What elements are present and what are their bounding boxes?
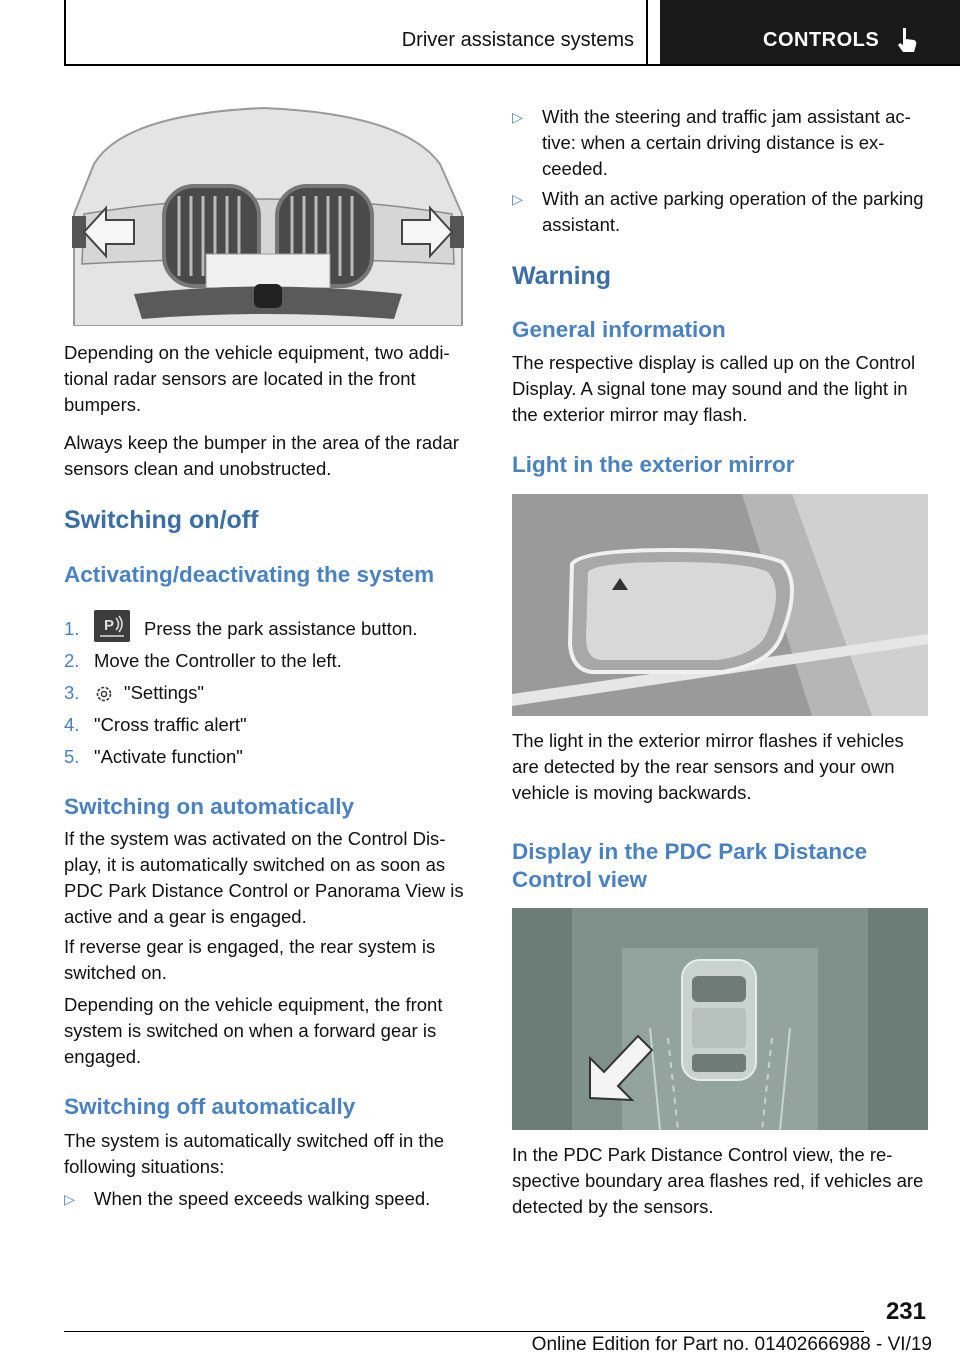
header-rule: [64, 64, 960, 66]
step-number: 2.: [64, 650, 80, 671]
svg-text:P: P: [104, 617, 115, 634]
park-assist-button-icon: [94, 610, 130, 642]
bullet-text: With an active parking operation of the parking assistant.: [542, 188, 924, 235]
list-item: [512, 104, 928, 184]
bullet-text: With the steering and traffic jam assistant active: when a certain driving distance is exceeded.: [542, 106, 911, 179]
edition-note: Online Edition for Part no. 01402666988 - VI/19: [531, 1334, 932, 1355]
pdc-view-heading: Display in the PDC Park Distance Control view: [512, 839, 868, 892]
step-number: 5.: [64, 746, 80, 767]
step-text: Press the park assistance button.: [144, 618, 418, 639]
mirror-image: [512, 494, 928, 721]
activating-heading: Activating/deactivating the system: [64, 562, 435, 587]
general-info-heading: General information: [512, 317, 726, 342]
hand-pointer-icon: [894, 26, 920, 54]
mirror-caption: The light in the exterior mirror flashes if vehicles are detected by the rear sensors and your own vehicle is moving backwards.: [512, 730, 904, 803]
auto-off-paragraph: The system is automatically switched off in the following situations:: [64, 1130, 445, 1177]
triangle-bullet-icon: ▷: [512, 109, 523, 125]
step-text: "Settings": [124, 682, 204, 703]
pdc-view-caption: In the PDC Park Distance Control view, the respective boundary area flashes red, if vehicles are detected by the sensors.: [512, 1144, 924, 1217]
header-chapter-tab: [660, 0, 960, 66]
step-number: 4.: [64, 714, 80, 735]
auto-on-paragraph-1: If the system was activated on the Control Display, it is automatically switched on as soon as PDC Park Distance Control or Panorama View is active and a gear is engaged.: [64, 828, 464, 927]
step-text: Move the Controller to the left.: [94, 650, 342, 671]
triangle-bullet-icon: ▷: [64, 1191, 75, 1207]
step-number: 3.: [64, 682, 80, 703]
auto-off-heading: Switching off automatically: [64, 1094, 356, 1119]
auto-on-paragraph-2: If reverse gear is engaged, the rear system is switched on.: [64, 936, 436, 983]
car-front-image: [64, 104, 472, 331]
step-text: "Activate function": [94, 746, 243, 767]
step-number: 1.: [64, 618, 80, 639]
car-image-caption: Depending on the vehicle equipment, two additional radar sensors are located in the front bumpers.: [64, 342, 450, 415]
section-title: Driver assistance systems: [401, 29, 634, 51]
page-number: 231: [885, 1298, 926, 1325]
list-item: [64, 1186, 472, 1214]
auto-on-heading: Switching on automatically: [64, 794, 355, 819]
steps-list: [64, 604, 472, 774]
auto-on-paragraph-3: Depending on the vehicle equipment, the front system is switched on when a forward gear is engaged.: [64, 994, 443, 1067]
header-section: [64, 0, 648, 64]
switching-heading: Switching on/off: [64, 506, 259, 534]
chapter-title: CONTROLS: [763, 29, 880, 51]
step-text: "Cross traffic alert": [94, 714, 247, 735]
pdc-view-image: [512, 908, 928, 1135]
light-mirror-heading: Light in the exterior mirror: [512, 452, 795, 477]
bullet-text: When the speed exceeds walking speed.: [94, 1188, 431, 1209]
keep-clean-text: Always keep the bumper in the area of the radar sensors clean and unobstructed.: [64, 432, 459, 479]
warning-heading: Warning: [512, 262, 612, 290]
gear-icon: [94, 684, 114, 704]
triangle-bullet-icon: ▷: [512, 191, 523, 207]
general-info-paragraph: The respective display is called up on the Control Display. A signal tone may sound and the light in the exterior mirror may flash.: [512, 352, 916, 425]
list-item: [512, 186, 928, 240]
footer-rule: [64, 1331, 864, 1332]
